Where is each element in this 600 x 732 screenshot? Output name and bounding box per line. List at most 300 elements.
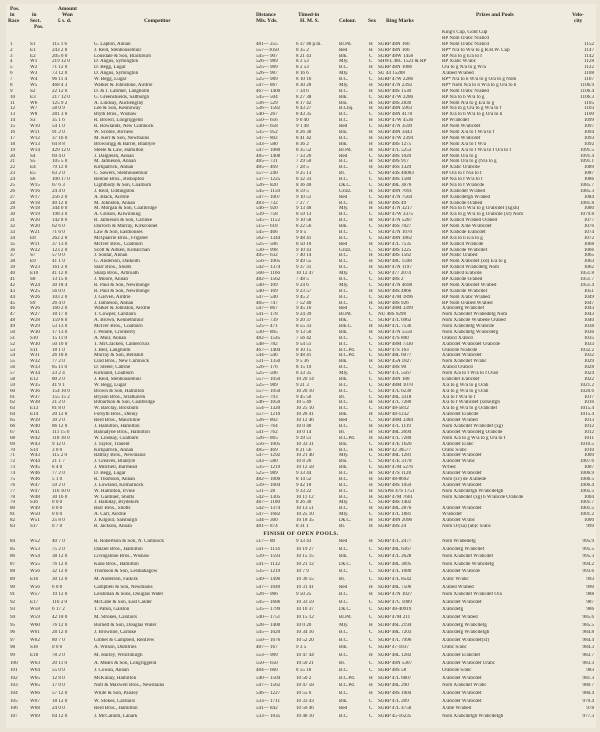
ring-marks: SURP 47N 5550 (378, 329, 413, 335)
race-position: 62 (10, 400, 16, 406)
prizes-and-pools: RP X/abcd W/abed O/abed (442, 218, 498, 224)
competitor: J. Bell, Langholm (94, 347, 131, 353)
race-position: 78 (10, 494, 16, 500)
prizes-and-pools: Nom (xc) de X/abede (442, 476, 486, 482)
race-position: 25 (10, 182, 16, 188)
sex: C (369, 465, 373, 471)
table-row (6, 714, 596, 720)
section-position: W56 (30, 569, 40, 575)
sex: C (369, 235, 373, 241)
velocity: 1077 (583, 218, 594, 224)
ring-marks: SURP 44S 40083 (378, 171, 414, 177)
amount-won: 80 7 0 (52, 637, 65, 643)
section-position: W57 (30, 592, 40, 598)
section-position: S11 (30, 347, 38, 353)
ring-marks: SURP 48L 3095 (378, 561, 412, 567)
section-position: W51 (30, 518, 40, 524)
ring-marks: SURP 48S 1275 (378, 141, 412, 147)
velocity: 995.9 (582, 539, 594, 544)
amount-won: 77 2 0 (52, 471, 65, 477)
amount-won: 85 11 0 (52, 365, 68, 371)
competitor: Scott & Aitken, Kilbarchan (94, 247, 150, 253)
competitor: J. Reid, Uddingston (94, 188, 135, 194)
sex: H (369, 400, 373, 406)
table-row (6, 607, 596, 613)
velocity: 986 (586, 607, 594, 613)
amount-won: 429 12 0 (52, 147, 70, 153)
competitor: Kirkpatrick, Annan (94, 165, 134, 171)
ring-marks: SURP 47N 1027 (378, 592, 413, 598)
ring-marks: SURP 48N 3443 (378, 130, 413, 135)
section-position: S14 (30, 447, 38, 453)
race-position: 13 (10, 112, 16, 118)
competitor: Starr Bros., Shotts (94, 265, 132, 271)
ring-marks: SURP 48S 4866 (378, 288, 412, 294)
section-position: W65 (30, 683, 40, 689)
colour: B.C. (339, 65, 349, 71)
prizes-and-pools: O/a to g N/a to g W/a (442, 65, 486, 71)
section-position: W32 (30, 359, 40, 365)
header-velocity-2: city (574, 18, 583, 24)
competitor: McIver Bros., Coalburn (94, 241, 143, 247)
prizes-and-pools: X/abcdefg (442, 607, 464, 613)
sex: H (369, 592, 373, 598)
distance: 545— 1152 (256, 218, 281, 224)
velocity: 983 (586, 668, 594, 674)
timed-in: 10 13 51 (296, 506, 314, 512)
velocity: 1006.5 (579, 476, 594, 482)
prizes-and-pools: X/abcdef W/abcdef (442, 599, 482, 605)
section-position: W55 (30, 561, 40, 567)
distance: 549— 1496 (256, 577, 281, 582)
prizes-and-pools: RP Nom X/abc W/abed (442, 294, 490, 300)
header-competitor: Competitor (144, 18, 171, 24)
section-position: W27 (30, 312, 40, 318)
prizes-and-pools: Nom X/abcdef W/abc (442, 683, 487, 689)
distance: 544— 300 (256, 518, 278, 524)
prizes-and-pools: Nom X/abcdefgh W/abcdefgh (442, 488, 504, 494)
section-position: E13 (30, 406, 39, 412)
section-position: E18 (30, 653, 39, 658)
colour: Red (339, 241, 348, 247)
distance: 541— 764 (256, 424, 278, 429)
colour: Mly. (339, 622, 349, 628)
colour: Blu. (339, 441, 348, 447)
ring-marks: SURP 48S 1225 (378, 247, 412, 253)
race-position: 35 (10, 241, 16, 247)
table-row (6, 638, 596, 644)
competitor: D. Steele, Catrine (94, 365, 131, 371)
amount-won: 26 18 0 (52, 353, 68, 359)
sex: C (369, 282, 373, 288)
amount-won: 30 18 4 (52, 282, 68, 288)
timed-in: 9 48 41 (296, 353, 312, 359)
header-timed-2: H. M. S. (300, 18, 320, 24)
section-position: W62 (30, 637, 40, 643)
ring-marks: SURP 47M 5276 (378, 465, 413, 471)
amount-won: 59 2 0 (52, 482, 65, 488)
amount-won: 25 8 0 (52, 518, 65, 524)
timed-in: 8 35 52 (296, 147, 312, 153)
competitor: M. Morgan & Son, Coatbridge (94, 206, 157, 212)
amount-won: 50 10 0 (52, 341, 68, 347)
competitor: Burnett & Son, Douglas Water (94, 622, 157, 628)
timed-in: 10 15 12 (296, 615, 314, 620)
sex: H (369, 683, 373, 689)
sex: H (369, 47, 373, 53)
race-position: 40 (10, 271, 16, 277)
prizes-and-pools: RP* Nom N/a to h W/a to g O/a to h (442, 82, 517, 88)
amount-won: 76 12 0 (52, 622, 68, 628)
race-position: 89 (10, 577, 16, 582)
distance: 533— 1711 (256, 698, 281, 704)
prizes-and-pools: X/abc W/abc (442, 577, 469, 582)
race-position: 23 (10, 171, 16, 177)
velocity: 1051.4 (579, 282, 594, 288)
competitor: W. Stokes, Carstairs (94, 698, 136, 704)
velocity: 1105 (584, 100, 594, 106)
ring-marks: SURP 48L 6077 (378, 353, 412, 359)
race-position: 99 (10, 653, 16, 658)
sex: H (369, 482, 373, 488)
velocity: 993 (586, 577, 594, 582)
distance: 530— 805 (256, 329, 278, 335)
sex: H (369, 471, 373, 477)
timed-in: 9 45 16 (296, 306, 312, 312)
table-row (6, 699, 596, 705)
table-row (6, 592, 596, 598)
section-position: W6 (30, 100, 38, 106)
distance: 539— 1004 (256, 482, 281, 488)
sex: C (369, 459, 373, 465)
amount-won: 219 12 0 (52, 59, 70, 65)
sex: C (369, 637, 373, 643)
colour: B.C. (339, 471, 349, 477)
prizes-and-pools: Nom X/abcdef (xg) h W/abcde O/abcde (442, 494, 524, 500)
competitor: Bryson Bros., Strathaven (94, 394, 146, 400)
distance: 526— 820 (256, 182, 278, 188)
prizes-and-pools: W/abcdef (442, 512, 462, 518)
distance: 483— 732 (256, 200, 278, 206)
velocity: 1032 (583, 353, 594, 359)
colour: Red (339, 706, 348, 712)
sex: C (369, 247, 373, 253)
header-pos-3: Race (8, 18, 20, 24)
amount-won: 62 6 0 (52, 224, 65, 230)
header-prizes: Prizes and Pools (476, 12, 514, 18)
header-amount-3: £ s. d. (58, 18, 72, 24)
timed-in: 9 3 5 (296, 645, 307, 651)
ring-marks: SURP 48S 1050 (378, 482, 412, 488)
distance: 546— 1050 (256, 400, 281, 406)
section-position: W40 (30, 424, 40, 429)
prizes-and-pools: X/abcdef E/abcde (442, 412, 479, 418)
header-pos-2: in (10, 12, 15, 18)
velocity: 1072 (583, 235, 594, 241)
competitor: Sharp Bros., Arbroath (94, 271, 139, 277)
table-row (6, 661, 596, 667)
amount-won: 75 2 0 (52, 546, 65, 552)
amount-won: 58 0 9 (52, 106, 65, 112)
section-position: W43 (30, 441, 40, 447)
competitor: A. Muir, Annan (94, 335, 127, 341)
velocity: 1093 (583, 135, 594, 141)
ring-marks: SURP 47M 1896 (378, 294, 413, 300)
colour: Blk. (339, 94, 348, 100)
amount-won: 78 2 0 (52, 653, 65, 658)
timed-in: 10 0 20 (296, 622, 312, 628)
colour: Grizz. (339, 188, 352, 194)
ring-marks: SURP 45A 1827 (378, 359, 412, 365)
velocity: 1106.9 (580, 82, 594, 88)
competitor: G. Greenshields, Saltburgh (94, 94, 150, 100)
competitor: J. Lowland, Kilmarnock (94, 482, 144, 488)
sex: C (369, 318, 373, 324)
distance: 487— 1100 (256, 500, 281, 506)
amount-won: 80 2 0 (52, 376, 65, 382)
velocity: 1103 (584, 106, 594, 112)
distance: 536— 529 (256, 100, 278, 106)
prizes-and-pools: X/a to f W/abcdef (xdxe)fgh (442, 400, 500, 406)
colour: Blk. (339, 141, 348, 147)
section-position: W3 (30, 71, 38, 77)
race-position: 98 (10, 645, 16, 651)
amount-won: 91 2 0 (52, 130, 65, 135)
ring-marks: SURP 47N 3599 (378, 124, 413, 130)
distance: 556— 1005 (256, 441, 281, 447)
race-position: 54 (10, 353, 16, 359)
race-position: 66 (10, 424, 16, 429)
amount-won: 6 0 0 (52, 584, 63, 590)
race-position: 52 (10, 341, 16, 347)
race-position: 65 (10, 418, 16, 424)
competitor: A. Carr, Airdrie (94, 512, 127, 518)
ring-marks: SURP 48-1232 (378, 412, 409, 418)
section-position: W69 (30, 713, 40, 719)
ring-marks: SURP 47W 3375 (378, 212, 414, 218)
distance: 528— 986 (256, 592, 278, 598)
amount-won: 161 2 0 (52, 265, 68, 271)
ring-marks: SURP 48C 1598 (378, 259, 412, 265)
distance: 531— 1350 (256, 359, 281, 365)
sex: C (369, 224, 373, 230)
timed-in: 10 15 15 (296, 554, 314, 560)
prizes-and-pools: RP Nom O/abc N/abcd (442, 35, 489, 41)
sex: C (369, 698, 373, 704)
race-position: 80 (10, 506, 16, 512)
amount-won: 160 2 0 (52, 306, 68, 312)
ring-marks: SURP 48L 1281 (378, 453, 412, 459)
amount-won: 20 12 0 (52, 412, 68, 418)
ring-marks: SURP 47L 7535 (378, 241, 412, 247)
colour: Blk. (339, 376, 348, 382)
race-position: 87 (10, 561, 16, 567)
velocity: 995.3 (582, 554, 594, 560)
timed-in: 8 26 30 (296, 500, 312, 506)
timed-in: 9 21 3 (296, 382, 309, 388)
amount-won: 155 15 2 (52, 394, 70, 400)
section-position: W30 (30, 329, 40, 335)
section-position: W47 (30, 488, 40, 494)
velocity: 1062 (583, 265, 594, 271)
amount-won: 123 2 0 (52, 247, 68, 253)
section-position: W12 (30, 135, 40, 141)
ring-marks: SURP 48L 2694 (378, 429, 412, 435)
velocity: 1107 (584, 77, 594, 83)
amount-won: 53 13 0 (52, 324, 68, 330)
race-position: 11 (10, 100, 15, 106)
section-position: W60 (30, 622, 40, 628)
amount-won: 69 4 0 (52, 153, 65, 159)
prizes-and-pools: RP Nom O/abed W/abed (442, 300, 493, 306)
competitor: Steele & Law, Hamilton (94, 147, 144, 153)
distance: 526— 802 (256, 418, 278, 424)
colour: Bl. (339, 429, 346, 435)
velocity: 1007.6 (579, 459, 594, 465)
amount-won: 32 12 0 (52, 569, 68, 575)
section-position: W52 (30, 539, 40, 544)
race-position: 6 (10, 71, 13, 77)
sex: H (369, 494, 373, 500)
timed-in: 10 25 10 (296, 512, 314, 518)
section-position: W11 (30, 241, 40, 247)
distance: 541— 842 (256, 706, 278, 712)
amount-won: 9 12 0 (52, 441, 65, 447)
distance: 553— 989 (256, 653, 278, 658)
distance: 525— 989 (256, 77, 278, 83)
table-row (6, 547, 596, 553)
section-position: W23 (30, 265, 40, 271)
ring-marks: SURP 48M 7330 (378, 341, 413, 347)
colour: B.C. (339, 118, 349, 124)
section-position: W26 (30, 306, 40, 312)
section-position: W67 (30, 698, 40, 704)
amount-won: 38 12 0 (52, 554, 68, 560)
distance: 485— 731 (256, 159, 278, 165)
prizes-and-pools: RP X/abcd W/abcde (442, 241, 484, 247)
sex: C (369, 194, 373, 200)
amount-won: 79 12 0 (52, 165, 68, 171)
amount-won: 73 12 0 (52, 71, 68, 77)
sex: H (369, 106, 373, 112)
header-timed: Timed-in (298, 12, 320, 18)
colour: Bl. (339, 394, 346, 400)
competitor: D. & J. Latimer, Langholm (94, 88, 150, 94)
section-position: S4 (30, 153, 36, 159)
ring-marks: SURP 48S 49 (378, 200, 407, 206)
ring-marks: SURP 48N 1862 (378, 235, 413, 241)
velocity: 1076 (583, 224, 594, 230)
timed-in: 9 54 51 (296, 341, 312, 347)
velocity: 1128 (584, 59, 594, 65)
ring-marks: SURP 47W 4536 (378, 118, 414, 124)
ring-marks: SURP 47L 5253 (378, 147, 412, 153)
sex: H (369, 506, 373, 512)
distance: 485— 1408 (256, 153, 281, 159)
sex: H (369, 159, 373, 165)
distance: 533— 1035 (256, 713, 281, 719)
section-position: W65 (30, 675, 40, 681)
distance: 531— 28 (256, 488, 276, 494)
velocity: 1122 (584, 65, 594, 71)
distance: 487— 167 (256, 645, 278, 651)
competitor: M. Anderson, Falkirk (94, 577, 138, 582)
section-position: W68 (30, 706, 40, 712)
section-position: W28 (30, 318, 40, 324)
colour: B.C. (339, 424, 349, 429)
colour: Blk. (339, 359, 348, 365)
colour: B.C. (339, 546, 349, 552)
prizes-and-pools: RP* N/a to h W/a to g O/a to g Nom (442, 77, 517, 83)
timed-in: 10 0 48 (296, 424, 312, 429)
amount-won: 0 0 0 (52, 512, 63, 518)
velocity: 993.6 (582, 569, 594, 575)
prizes-and-pools: X/abcd O/abcd (442, 365, 473, 371)
race-position: 1 (10, 41, 13, 47)
amount-won: 100 17 0 (52, 177, 70, 183)
prizes-and-pools: X/abcdefg W/abcdef (442, 546, 485, 552)
timed-in: 9 23 57 (296, 288, 312, 294)
prizes-and-pools: RP N/a to f W/a to f (442, 177, 483, 183)
ring-marks: SURP 48S 2830 (378, 100, 412, 106)
amount-won: 18 12 0 (52, 698, 68, 704)
amount-won: 96 11 4 (52, 77, 68, 83)
prizes-and-pools: X/abcdef W/abcdefg O/abcde (442, 429, 503, 435)
prizes-and-pools: RP X/abc O/abcde (442, 165, 480, 171)
race-position: 45 (10, 300, 16, 306)
amount-won: 243 2 8 (52, 47, 68, 53)
distance: 539— 1593 (256, 554, 281, 560)
colour: Dk.C. (339, 182, 352, 188)
velocity: 1028 (583, 365, 594, 371)
ring-marks: SURP 47L 4758 (378, 706, 412, 712)
sex: C (369, 124, 373, 130)
race-position: 58 (10, 376, 16, 382)
colour: Mly. (339, 500, 349, 506)
velocity: 1047 (583, 300, 594, 306)
section-position: W24 (30, 282, 40, 288)
sex: H (369, 488, 373, 494)
section-position: W5 (30, 82, 38, 88)
ring-marks: SHWL 48C 1523 & RP (378, 59, 427, 65)
velocity: 1001.5 (579, 506, 594, 512)
competitor: G. Anderson, Dalkeith (94, 259, 140, 265)
colour: B.C. (339, 229, 349, 235)
timed-in: 9 24 39 (296, 312, 312, 318)
competitor: W. Hamilton, Irvine (94, 488, 135, 494)
prizes-and-pools: X/abcdef W/abc (442, 518, 476, 524)
colour: B.C. (339, 288, 349, 294)
timed-in: 8 36 40 (296, 182, 312, 188)
header-pos: Pos. (10, 6, 20, 12)
timed-in: 8 36 2 (296, 141, 309, 147)
velocity: 981.3 (582, 675, 594, 681)
section-position: E2 (30, 53, 36, 59)
prizes-and-pools: X/abed W/abed (442, 71, 474, 77)
ring-marks: SURP 48L 1282 (378, 653, 412, 658)
distance: 547— 867 (256, 82, 278, 88)
prizes-and-pools: O/abc S/abc (442, 645, 467, 651)
header-amount: Amount (58, 6, 77, 12)
section-position: W18 (30, 206, 40, 212)
distance: 550— 1676 (256, 637, 281, 643)
distance: 547— 1007 (256, 194, 281, 200)
distance: 530— 658 (256, 124, 278, 130)
competitor: Kirkland, Coalburn (94, 371, 134, 377)
header-sect-3: Pos. (34, 24, 44, 30)
timed-in: 8 2 53 (296, 59, 309, 65)
velocity: 1029 (583, 359, 594, 365)
